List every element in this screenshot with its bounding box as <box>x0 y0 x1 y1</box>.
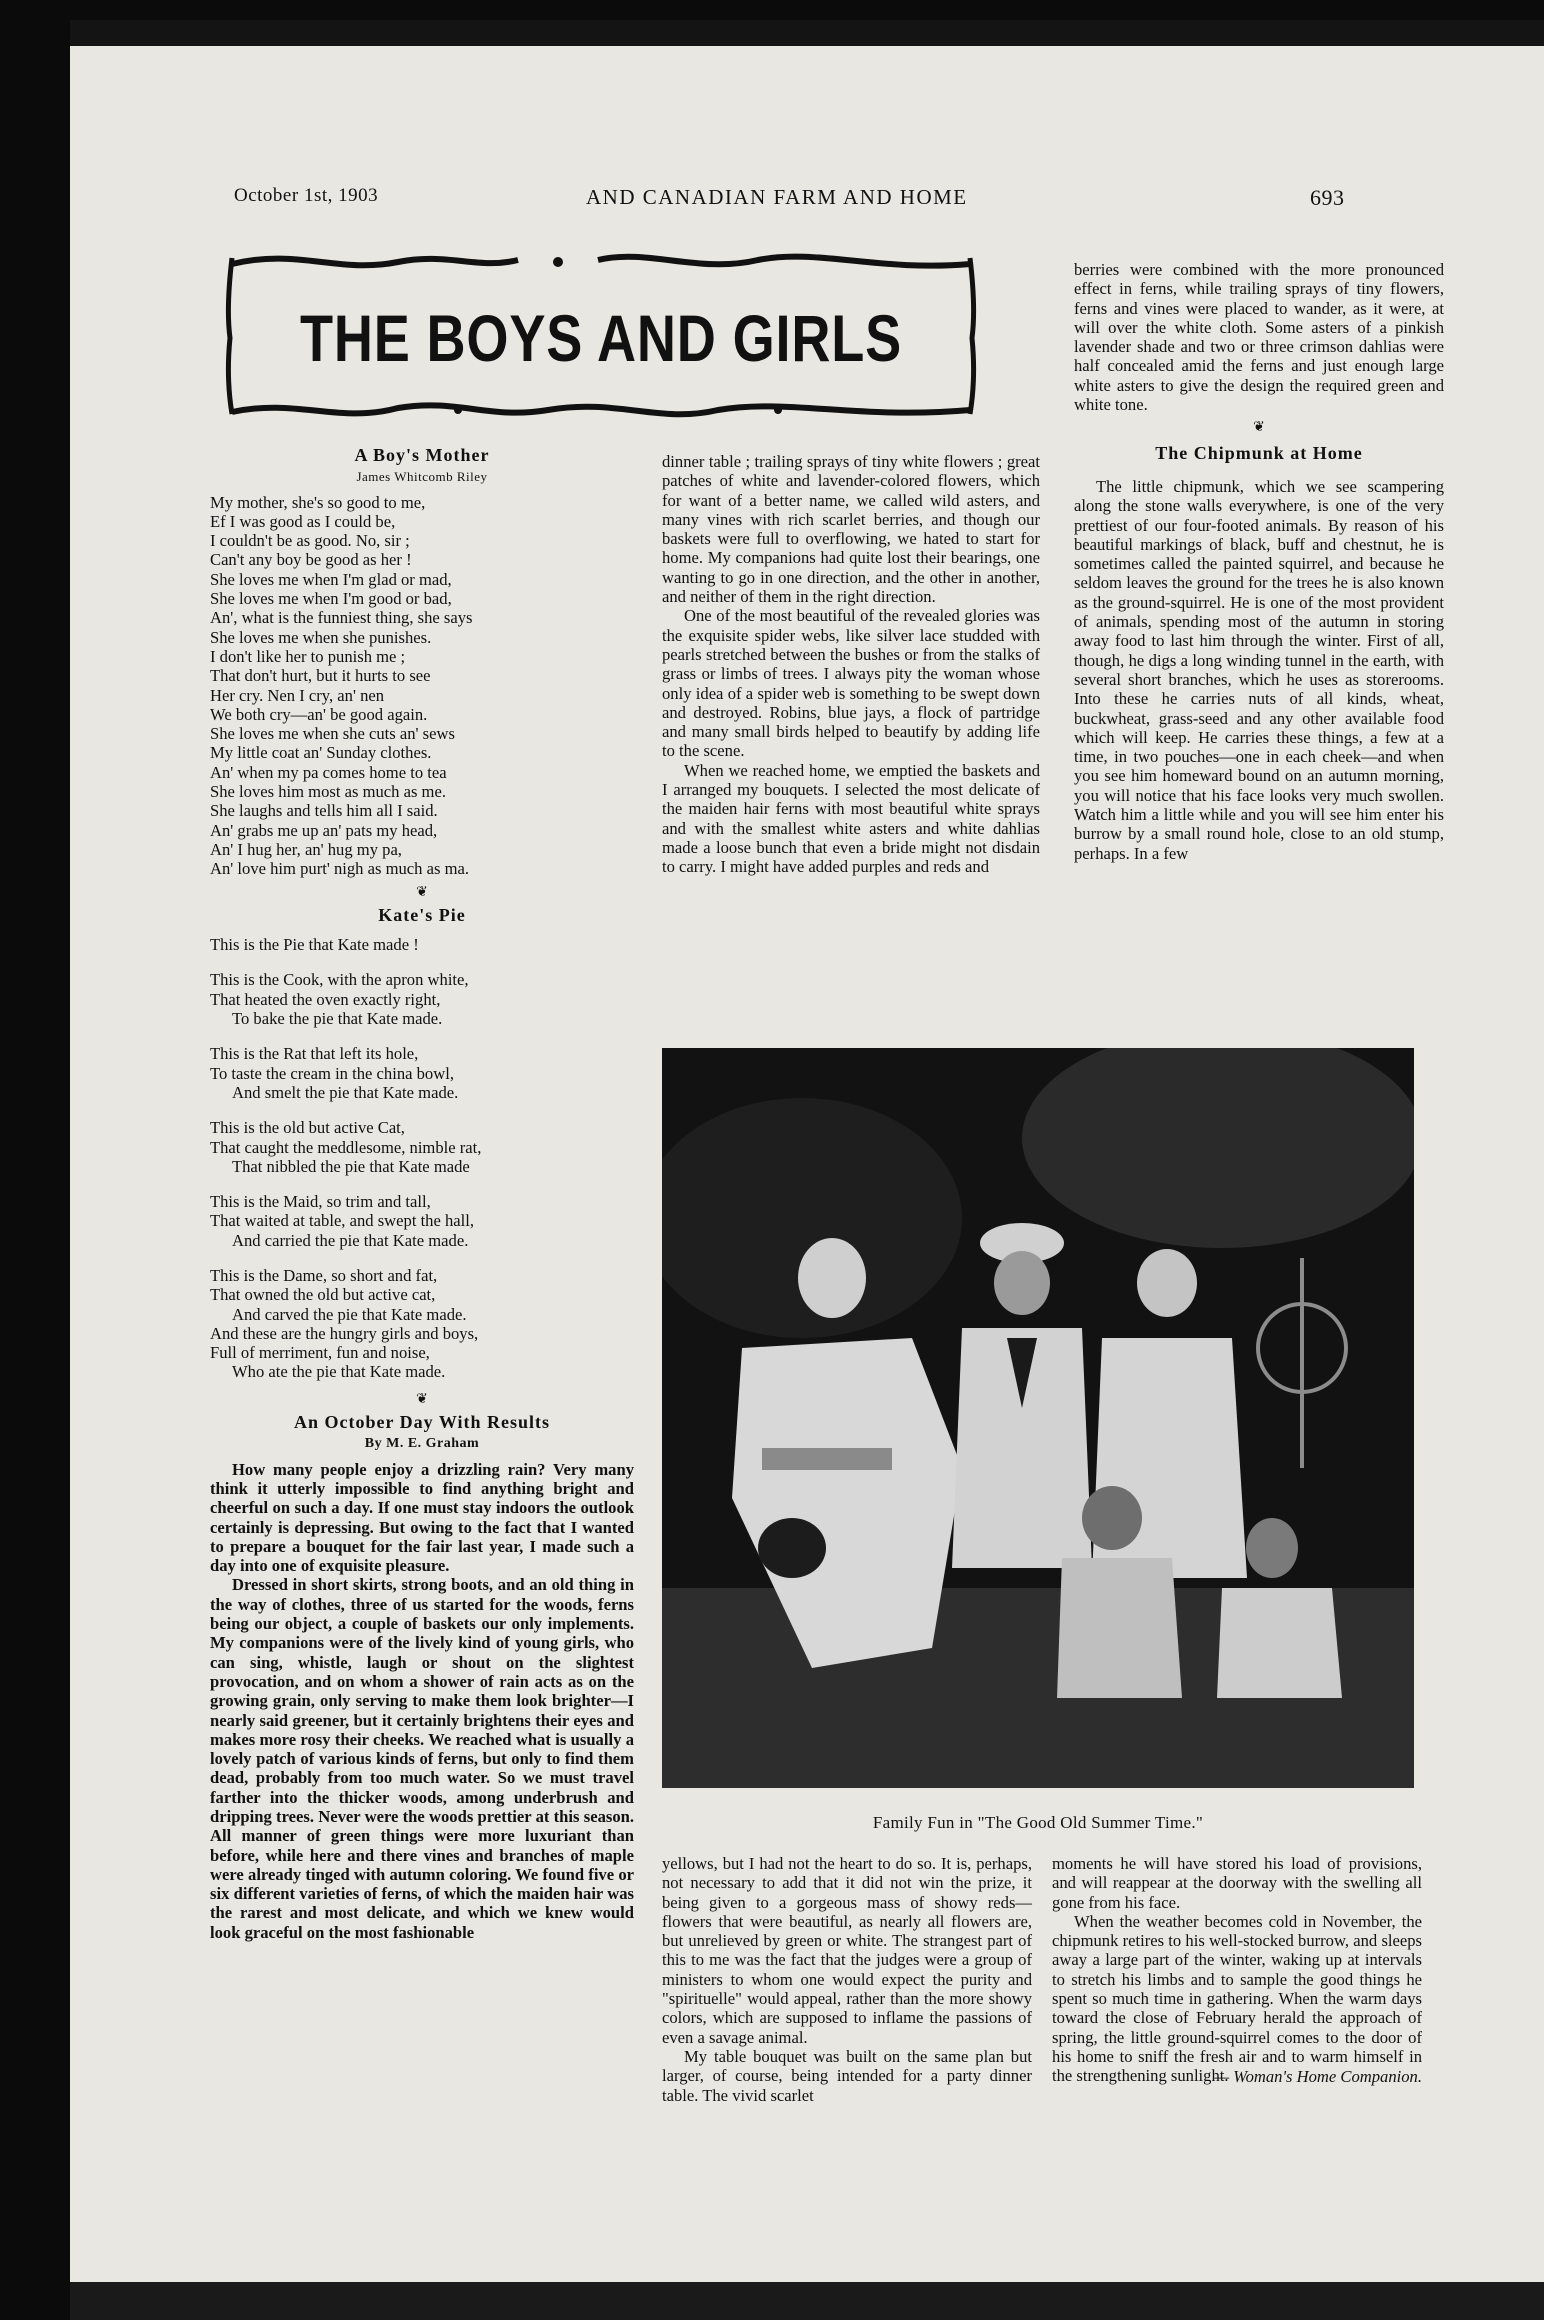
poem-line: An' love him purt' nigh as much as ma. <box>210 859 469 879</box>
fleuron-icon: ❦ <box>416 1391 428 1407</box>
poem-line: That caught the meddlesome, nimble rat, <box>210 1137 482 1157</box>
poem-line: She loves me when I'm glad or mad, <box>210 569 452 589</box>
poem-line: To taste the cream in the china bowl, <box>210 1063 454 1083</box>
poem-line: She laughs and tells him all I said. <box>210 801 438 821</box>
poem-line: To bake the pie that Kate made. <box>232 1009 443 1029</box>
article2-source: — Woman's Home Companion. <box>1214 2066 1422 2086</box>
poem-line: This is the Cook, with the apron white, <box>210 970 469 990</box>
poem-line: This is the Rat that left its hole, <box>210 1044 419 1064</box>
poem-line: An' I hug her, an' hug my pa, <box>210 839 402 859</box>
fleuron-icon: ❦ <box>1253 420 1265 436</box>
paragraph: dinner table ; trailing sprays of tiny white flowers ; great patches of white and lavender-colored flowers, which for want of a better name, we called wild asters, and many vines with rich scarlet berries, and though our baskets were full to overflowing, we hated to start for home. My companions had quite lost their bearings, one wanting to go in one direction, and the other in another, and neither of them in the right direction. <box>662 452 1040 607</box>
poem-line: And these are the hungry girls and boys, <box>210 1323 479 1343</box>
page-number: 693 <box>1310 185 1345 210</box>
poem-line: She loves him most as much as me. <box>210 782 446 802</box>
paragraph: One of the most beautiful of the revealed glories was the exquisite spider webs, like silver lace studded with pearls stretched between the bushes or from the stalks of grass or limbs of trees. I always pity the woman whose only idea of a spider web is something to be swept down and destroyed. Robins, blue jays, a flock of partridge and many small birds helped to beautify by adding life to the scene. <box>662 606 1040 761</box>
photograph-image <box>662 1048 1414 1788</box>
poem-line: This is the Pie that Kate made ! <box>210 935 419 955</box>
paragraph: My table bouquet was built on the same plan but larger, of course, being intended for a party dinner table. The vivid scarlet <box>662 2046 1032 2105</box>
poem-line: My mother, she's so good to me, <box>210 492 426 512</box>
poem-stanza <box>210 1192 634 1250</box>
article1-column-2-text <box>662 452 1040 877</box>
poem1-lines <box>210 493 634 879</box>
article1-column-2-bottom-text <box>662 1854 1032 2105</box>
poem-stanza <box>210 970 634 1028</box>
poem-line: Can't any boy be good as her ! <box>210 550 412 570</box>
paragraph: When we reached home, we emptied the baskets and I arranged my bouquets. I selected the most delicate of the maiden hair ferns with most beautiful white sprays and with the smallest white asters and white dahlias made a loose bunch that even a bride might not disdain to carry. I might have added purples and reds and <box>662 760 1040 877</box>
fleuron-icon: ❦ <box>416 884 428 900</box>
poem-line: Her cry. Nen I cry, an' nen <box>210 685 385 705</box>
publication-title: AND CANADIAN FARM AND HOME <box>586 185 968 209</box>
column-2-bottom <box>662 1854 1032 2105</box>
column-3-bottom <box>1052 1854 1422 2086</box>
poem-line: That don't hurt, but it hurts to see <box>210 666 431 686</box>
paragraph: berries were combined with the more pronounced effect in ferns, while trailing sprays of tiny flowers, ferns and vines were placed to wander, as it were, at will over the white cloth. Some asters of a pinkish lavender shade and two or three crimson dahlias were half concealed amid the ferns and just enough large white asters to give the design the required green and white tone. <box>1074 260 1444 415</box>
family-photograph <box>662 1048 1414 1788</box>
article1-title: An October Day With Results <box>293 1412 551 1433</box>
poem-line: My little coat an' Sunday clothes. <box>210 743 432 763</box>
poem-line: I couldn't be as good. No, sir ; <box>210 531 410 551</box>
paragraph: How many people enjoy a drizzling rain? Very many think it utterly impossible to find anything bright and cheerful on such a day. If one must stay indoors the outlook certainly is depressing. But owing to the fact that I wanted to prepare a bouquet for the fair last year, I made such a day into one of exquisite pleasure. <box>210 1459 634 1576</box>
article1-byline: By M. E. Graham <box>364 1436 480 1452</box>
poem-line: An' when my pa comes home to tea <box>210 762 447 782</box>
poem-stanza <box>210 1044 634 1102</box>
poem-line: An', what is the funniest thing, she says <box>210 608 473 628</box>
poem-line: That owned the old but active cat, <box>210 1285 436 1305</box>
poem-line: I don't like her to punish me ; <box>210 646 406 666</box>
newspaper-page <box>70 20 1544 2320</box>
poem-line: Ef I was good as I could be, <box>210 511 396 531</box>
poem-stanza <box>210 935 634 954</box>
poem-line: And carried the pie that Kate made. <box>232 1230 469 1250</box>
poem-line: That nibbled the pie that Kate made <box>232 1156 470 1176</box>
paragraph: yellows, but I had not the heart to do so. It is, perhaps, not necessary to add that it did not win the prize, it being given to a gorgeous mass of showy reds—flowers that were beautiful, as nearly all flowers are, but unrelieved by green or white. The strangest part of this to me was the fact that the judges were a group of ministers to whom one would expect the purity and "spirituelle" would appeal, rather than the more showy colors, which are supposed to inflame the passions of even a savage animal. <box>662 1854 1032 2047</box>
paragraph: Dressed in short skirts, strong boots, and an old thing in the way of clothes, three of us started for the woods, ferns being our object, a couple of baskets our only implements. My companions were of the lively kind of young girls, who can sing, whistle, laugh or shout on the slightest provocation, and on whom a shower of rain acts as on the growing grain, only serving to make them look brighter—I nearly said greener, but it certainly brightens their eyes and makes more rosy their cheeks. We reached what is usually a lovely patch of various kinds of ferns, but only to find them dead, probably from too much water. So we must travel farther into the thicker woods, among underbrush and dripping trees. Never were the woods prettier at this season. All manner of green things were more luxuriant than before, while here and there vines and branches of maple were already tinged with autumn coloring. We found five or six different varieties of ferns, of which the maiden hair was the rarest and most delicate, and which we knew would look graceful on the most fashionable <box>210 1575 634 1942</box>
poem-line: And smelt the pie that Kate made. <box>232 1082 459 1102</box>
column-2-top <box>662 452 1040 877</box>
poem-line: She loves me when she cuts an' sews <box>210 724 455 744</box>
scan-edge-bottom <box>70 2282 1544 2320</box>
article2-title: The Chipmunk at Home <box>1155 442 1363 463</box>
poem1-author: James Whitcomb Riley <box>356 469 488 485</box>
poem2-stanzas <box>210 935 634 1382</box>
poem-line: Who ate the pie that Kate made. <box>232 1362 446 1382</box>
paragraph: The little chipmunk, which we see scampering along the stone walls everywhere, is one of the very prettiest of our four-footed animals. By reason of his beautiful markings of black, buff and chestnut, he is sometimes called the painted squirrel, and because he seldom leaves the ground for the trees he is also known as the ground-squirrel. He is one of the most provident of animals, spending most of the autumn in storing away food to last him through the winter. First of all, though, he digs a long winding tunnel in the earth, with several short branches, which he uses as storerooms. Into these he carries nuts of all kinds, wheat, buckwheat, grass-seed and any other available food which will keep. He carries these things, a few at a time, in two pouches—one in each cheek—and when you see him homeward bound on an autumn morning, you will notice that his face looks very much swollen. Watch him a little while and you will see him enter his burrow by a small round hole, close to an old stump, perhaps. In a few <box>1074 476 1444 863</box>
poem-line: Full of merriment, fun and noise, <box>210 1343 430 1363</box>
poem-line: That waited at table, and swept the hall, <box>210 1211 475 1231</box>
poem-line: She loves me when she punishes. <box>210 627 432 647</box>
article2-column-3-bottom-text <box>1052 1854 1422 2086</box>
banner-title: THE BOYS AND GIRLS <box>299 301 903 375</box>
photo-caption: Family Fun in "The Good Old Summer Time." <box>872 1813 1204 1832</box>
poem-line: That heated the oven exactly right, <box>210 989 441 1009</box>
poem-line: We both cry—an' be good again. <box>210 704 428 724</box>
poem-line: This is the old but active Cat, <box>210 1118 405 1138</box>
scan-edge-top <box>70 20 1544 46</box>
article2-column-3-text <box>1074 477 1444 863</box>
poem-line: She loves me when I'm good or bad, <box>210 589 452 609</box>
poem1-title: A Boy's Mother <box>354 445 490 465</box>
article1-column-1-text <box>210 1460 634 1942</box>
poem-line: And carved the pie that Kate made. <box>232 1304 467 1324</box>
poem-line: An' grabs me up an' pats my head, <box>210 820 438 840</box>
paragraph: moments he will have stored his load of provisions, and will reappear at the doorway with the swelling all gone from his face. <box>1052 1854 1422 1912</box>
column-1 <box>210 446 634 1942</box>
poem-line: This is the Maid, so trim and tall, <box>210 1192 431 1212</box>
article1-column-3-text <box>1074 260 1444 414</box>
poem-stanza <box>210 1118 634 1176</box>
issue-date: October 1st, 1903 <box>234 185 379 206</box>
section-banner <box>218 248 984 422</box>
paragraph: When the weather becomes cold in November, the chipmunk retires to his well-stocked burrow, and sleeps away a large part of the winter, waking up at intervals to stretch his limbs and to sample the good things he spent so much time in gathering. When the warm days toward the close of February herald the approach of spring, the little ground-squirrel comes to the door of his home to sniff the fresh air and to warm himself in the strengthening sunlight. <box>1052 1911 1422 2086</box>
poem2-title: Kate's Pie <box>378 904 466 925</box>
column-3-top <box>1074 260 1444 863</box>
poem-line: This is the Dame, so short and fat, <box>210 1265 438 1285</box>
poem-stanza <box>210 1266 634 1382</box>
